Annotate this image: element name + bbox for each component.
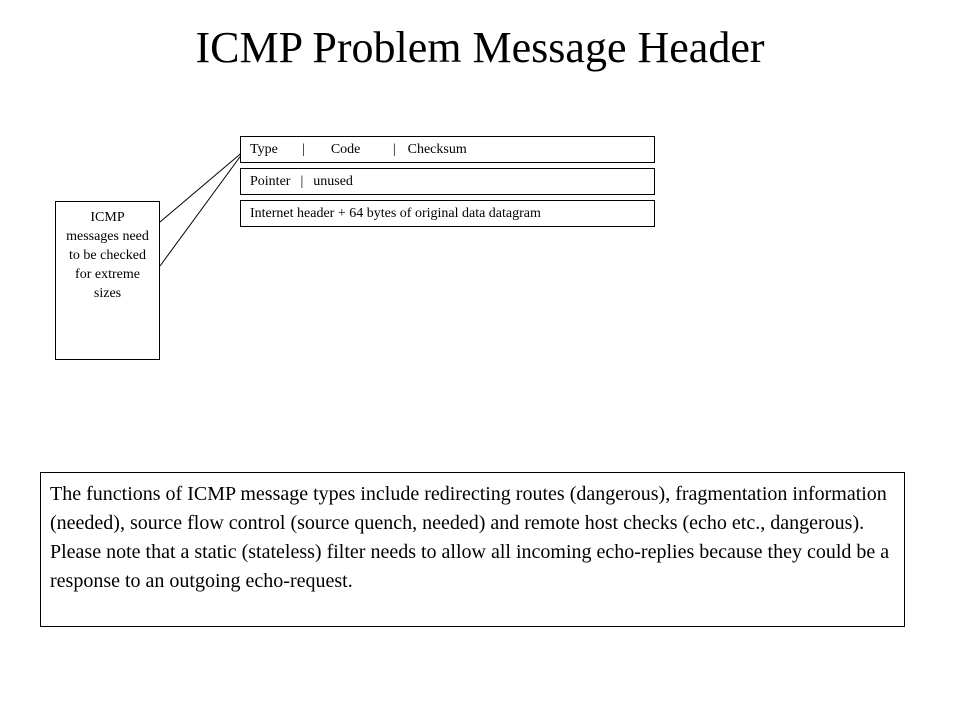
header-row-internet-header [240,200,655,227]
callout-connector-line-lower [160,150,245,266]
note-box [40,472,905,627]
field-separator: | [392,142,396,157]
field-code: Code [330,142,361,157]
note-text: The functions of ICMP message types include redirecting routes (dangerous), fragmentation information (needed), source flow control (source quench, needed) and remote host checks (echo etc., dangerous). Please note that a static (stateless) filter needs to allow all incoming echo-replies because they could be a response to an outgoing echo-request. [50,483,890,592]
field-pointer: Pointer [250,174,291,189]
header-row-pointer-unused [240,168,655,195]
field-checksum: Checksum [407,142,467,157]
page-title: ICMP Problem Message Header [195,23,765,72]
callout-text: ICMP messages need to be checked for extreme sizes [66,210,149,301]
field-type: Type [250,142,278,157]
callout-box [55,201,160,360]
field-separator: | [302,142,305,157]
field-separator: | [300,174,304,189]
header-row-type-code-checksum [240,136,655,163]
field-internet-header: Internet header + 64 bytes of original data datagram [250,206,541,221]
callout-connector-line-upper [160,150,245,222]
field-unused: unused [313,174,353,189]
